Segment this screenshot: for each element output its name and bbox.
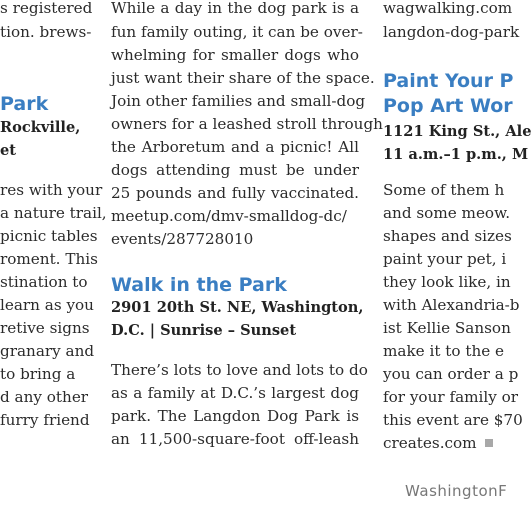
right-meta-line: 11 a.m.–1 p.m., M bbox=[383, 146, 529, 163]
left-body-line: learn as you bbox=[0, 296, 94, 314]
left-body-line: a nature trail, bbox=[0, 204, 107, 222]
right-end-line bbox=[383, 431, 493, 455]
mid-body-line: There’s lots to love and lots to do bbox=[111, 361, 368, 379]
right-link-line[interactable]: wagwalking.com bbox=[383, 0, 513, 17]
mid-intro-line: Join other families and small-dog bbox=[111, 92, 366, 110]
left-body-line: picnic tables bbox=[0, 227, 98, 245]
right-body-line: this event are $70 bbox=[383, 411, 523, 429]
mid-intro-line: 25 pounds and fully vaccinated. bbox=[111, 184, 359, 202]
mid-intro-line: While a day in the dog park is a bbox=[111, 0, 359, 17]
section-heading-paint-your-pet: Paint Your P bbox=[383, 70, 514, 92]
left-body-line: stination to bbox=[0, 273, 88, 291]
left-body-line: res with your bbox=[0, 181, 103, 199]
left-body-line: retive signs bbox=[0, 319, 90, 337]
end-mark-icon bbox=[485, 439, 493, 447]
mid-intro-line: the Arboretum and a picnic! All bbox=[111, 138, 359, 156]
mid-intro-line: owners for a leashed stroll through bbox=[111, 115, 383, 133]
section-heading-walk-in-the-park: Walk in the Park bbox=[111, 274, 287, 296]
magazine-footer: WashingtonF bbox=[405, 482, 508, 500]
mid-body-line: park. The Langdon Dog Park is bbox=[111, 407, 359, 425]
event-link[interactable]: events/287728010 bbox=[111, 230, 254, 248]
right-body-line: you can order a p bbox=[383, 365, 519, 383]
left-body-line: granary and bbox=[0, 342, 95, 360]
mid-meta-line: D.C. | Sunrise – Sunset bbox=[111, 322, 297, 339]
right-link-line[interactable]: creates.com bbox=[383, 434, 477, 452]
right-body-line: Some of them h bbox=[383, 181, 505, 199]
middle-column bbox=[111, 0, 383, 448]
mid-intro-line: dogs attending must be under bbox=[111, 161, 359, 179]
mid-intro-line: whelming for smaller dogs who bbox=[111, 46, 359, 64]
right-body-line: ist Kellie Sanson bbox=[383, 319, 511, 337]
mid-intro-line: just want their share of the space. bbox=[111, 69, 375, 87]
right-body-line: they look like, in bbox=[383, 273, 511, 291]
left-body-line: roment. This bbox=[0, 250, 98, 268]
section-heading-paint-your-pet: Pop Art Wor bbox=[383, 95, 513, 117]
right-body-line: for your family or bbox=[383, 388, 519, 406]
left-meta-line: Rockville, bbox=[0, 119, 81, 136]
right-meta-line: 1121 King St., Ale bbox=[383, 123, 532, 140]
left-text-line: tion. brews- bbox=[0, 23, 92, 41]
mid-body-line: an 11,500-square-foot off-leash bbox=[111, 430, 359, 448]
left-column bbox=[0, 0, 107, 440]
right-link-line[interactable]: langdon-dog-park bbox=[383, 23, 520, 41]
mid-meta-line: 2901 20th St. NE, Washington, bbox=[111, 299, 364, 316]
event-link[interactable]: meetup.com/dmv-smalldog-dc/ bbox=[111, 207, 347, 225]
right-column bbox=[383, 0, 532, 452]
right-body-line: paint your pet, i bbox=[383, 250, 507, 268]
mid-body-line: as a family at D.C.’s largest dog bbox=[111, 384, 359, 402]
left-text-line: s registered bbox=[0, 0, 93, 17]
right-body-line: with Alexandria-b bbox=[383, 296, 520, 314]
left-meta-line: et bbox=[0, 142, 17, 159]
right-body-line: make it to the e bbox=[383, 342, 505, 360]
left-section-heading: Park bbox=[0, 93, 49, 115]
left-body-line: to bring a bbox=[0, 365, 76, 383]
right-body-line: and some meow. bbox=[383, 204, 511, 222]
right-body-line: shapes and sizes bbox=[383, 227, 512, 245]
left-body-line: furry friend bbox=[0, 411, 90, 429]
mid-intro-line: fun family outing, it can be over- bbox=[111, 23, 363, 41]
left-body-line: d any other bbox=[0, 388, 89, 406]
